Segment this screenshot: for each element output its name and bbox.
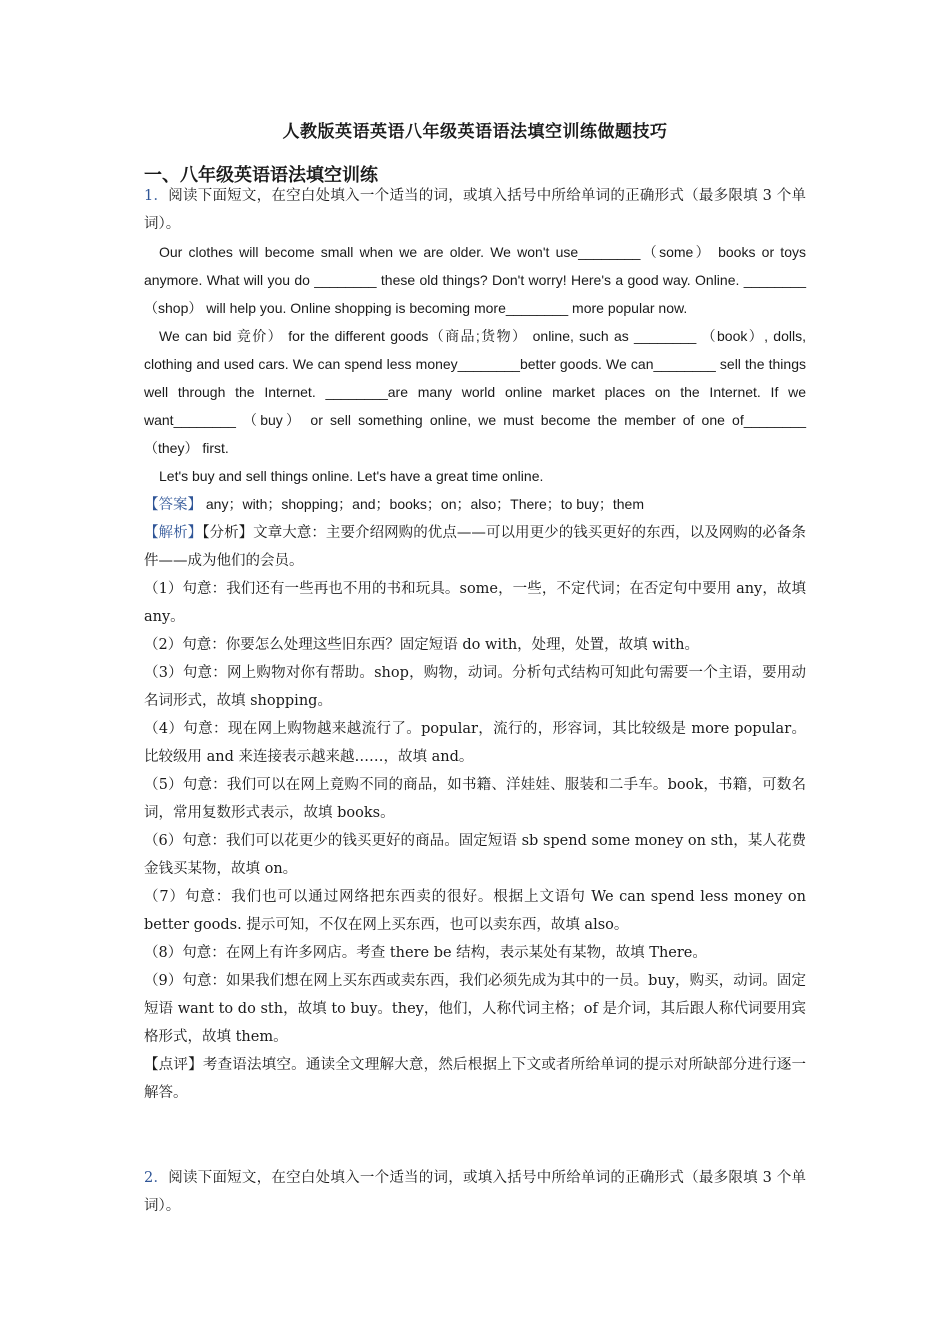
analysis-item: （6）句意：我们可以花更少的钱买更好的商品。固定短语 sb spend some money on sth，某人花费金钱买某物，故填 on。	[144, 833, 806, 877]
answer-line	[144, 490, 806, 519]
analysis-intro	[144, 519, 806, 575]
analysis-item: （5）句意：我们可以在网上竟购不同的商品，如书籍、洋娃娃、服装和二手车。book，书籍，可数名词，常用复数形式表示，故填 books。	[144, 777, 806, 821]
question-number: 1．	[144, 188, 169, 204]
analysis-item: （2）句意：你要怎么处理这些旧东西？固定短语 do with，处理，处置，故填 with。	[144, 637, 699, 653]
answer-tag: 【答案】	[144, 497, 202, 513]
analysis-item: （7）句意：我们也可以通过网络把东西卖的很好。根据上文语句 We can spend less money on better goods. 提示可知，不仅在网上买东西，也可以卖东西，故填 also。	[144, 889, 806, 933]
passage-paragraph-3: Let's buy and sell things online. Let's have a great time online.	[159, 468, 544, 484]
instruction-text: 阅读下面短文，在空白处填入一个适当的词，或填入括号中所给单词的正确形式（最多限填 3 个单词）。	[144, 1170, 806, 1214]
passage-paragraph-2: We can bid 竞价） for the different goods（商品;货物） online, such as ________ （book）, dolls, clothing and used cars. We can spend less money________better goods. We can________ sell the things well through the Internet. ________are many world online market places on the Internet. If we want________ （buy） or sell something online, we must become the member of one of________（they） first.	[144, 328, 806, 456]
answer-text: any；with；shopping；and；books；on；also；There；to buy；them	[202, 496, 644, 512]
analysis-item: （3）句意：网上购物对你有帮助。shop，购物，动词。分析句式结构可知此句需要一个主语，要用动名词形式，故填 shopping。	[144, 665, 806, 709]
question-2-instruction	[144, 1164, 806, 1220]
instruction-text: 阅读下面短文，在空白处填入一个适当的词，或填入括号中所给单词的正确形式（最多限填 3 个单词）。	[144, 188, 806, 232]
question-1-instruction	[144, 182, 806, 238]
document-title: 人教版英语英语八年级英语语法填空训练做题技巧	[282, 122, 668, 142]
passage-paragraph-1: Our clothes will become small when we are older. We won't use________（some） books or toys anymore. What will you do ________ these old things? Don't worry! Here's a good way. Online. ________（shop） will help you. Online shopping is becoming more________ more popular now.	[144, 244, 806, 316]
analysis-item: （1）句意：我们还有一些再也不用的书和玩具。some，一些，不定代词；在否定句中要用 any，故填 any。	[144, 581, 806, 625]
section-heading: 一、八年级英语语法填空训练	[144, 165, 378, 186]
analysis-item: （8）句意：在网上有许多网店。考查 there be 结构，表示某处有某物，故填 There。	[144, 945, 707, 961]
question-1	[144, 182, 806, 1107]
question-2	[144, 1164, 806, 1220]
analysis-tag: 【解析】	[144, 525, 203, 541]
analysis-item: （4）句意：现在网上购物越来越流行了。popular，流行的，形容词，其比较级是 more popular。比较级用 and 来连接表示越来越……，故填 and。	[144, 721, 806, 765]
analysis-summary: 【分析】文章大意：主要介绍网购的优点——可以用更少的钱买更好的东西，以及网购的必备条件——成为他们的会员。	[144, 525, 807, 569]
analysis-item: （9）句意：如果我们想在网上买东西或卖东西，我们必须先成为其中的一员。buy，购买，动词。固定短语 want to do sth，故填 to buy。they，他们，人称代词主格；of 是介词，其后跟人称代词要用宾格形式，故填 them。	[144, 973, 806, 1045]
question-number: 2．	[144, 1170, 169, 1186]
comment-line: 【点评】考查语法填空。通读全文理解大意，然后根据上下文或者所给单词的提示对所缺部分进行逐一解答。	[144, 1057, 806, 1101]
